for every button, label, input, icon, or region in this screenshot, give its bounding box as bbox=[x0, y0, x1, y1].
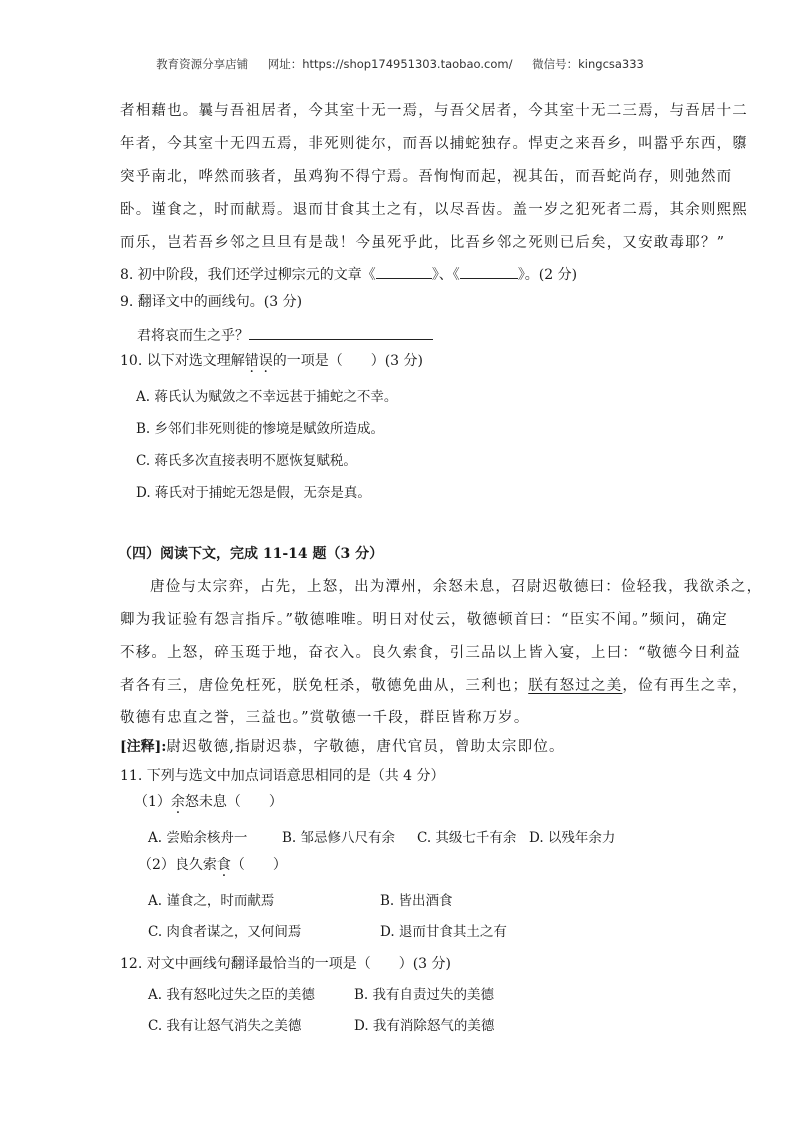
passage-line: 者各有三，唐俭免枉死，朕免枉杀，敬德免曲从，三利也；朕有怒过之美，俭有再生之幸， bbox=[120, 678, 749, 694]
option-d: D. 以残年余力 bbox=[529, 830, 616, 846]
option-a: A. 尝贻余核舟一 bbox=[148, 830, 248, 846]
passage-line: 敬德有忠直之誉，三益也。”赏敬德一千段，群臣皆称万岁。 bbox=[120, 710, 530, 726]
passage-line: 卿为我证验有怨言指斥。”敬德唯唯。明日对仗云，敬德顿首曰：“臣实不闻。”频问，确定 bbox=[120, 612, 728, 628]
question-9-answer: 君将哀而生之乎？ bbox=[137, 325, 433, 346]
passage-line: 者相藉也。曩与吾祖居者，今其室十无一焉，与吾父居者，今其室十无二三焉，与吾居十二 bbox=[120, 103, 748, 119]
passage-line: 年者，今其室十无四五焉，非死则徙尔，而吾以捕蛇独存。悍吏之来吾乡，叫嚣乎东西，隳 bbox=[120, 136, 748, 152]
shop-name: 教育资源分享店铺 bbox=[156, 57, 249, 71]
dotted-char: 食 bbox=[216, 857, 231, 873]
option-a: A. 谨食之，时而献焉 bbox=[148, 893, 275, 909]
question-11-sub2: （2）良久索食（ ） bbox=[138, 857, 287, 873]
option-b: B. 邹忌修八尺有余 bbox=[282, 830, 396, 846]
option-a: A. 我有怒叱过失之臣的美德 bbox=[148, 987, 315, 1003]
question-10-stem: 10. 以下对选文理解错误的一项是（ ）(3 分) bbox=[120, 353, 423, 369]
passage-line: 唐俭与太宗弈，占先，上怒，出为潭州，余怒未息，召尉迟敬德曰：俭轻我，我欲杀之， bbox=[150, 579, 763, 595]
option-b: B. 乡邻们非死则徙的惨境是赋敛所造成。 bbox=[136, 421, 385, 437]
section-4-title: （四）阅读下文，完成 11-14 题（3 分） bbox=[118, 546, 384, 562]
dotted-char: 余 bbox=[170, 794, 185, 810]
passage-line: 不移。上怒，碎玉珽于地，奋衣入。良久索食，引三品以上皆入宴，上曰：“敬德今日利益 bbox=[120, 645, 741, 661]
answer-blank-translation[interactable] bbox=[249, 325, 433, 340]
question-12-stem: 12. 对文中画线句翻译最恰当的一项是（ ）(3 分) bbox=[120, 956, 451, 972]
option-d: D. 我有消除怒气的美德 bbox=[354, 1018, 495, 1034]
question-11-stem: 11. 下列与选文中加点词语意思相同的是（共 4 分） bbox=[120, 768, 445, 784]
page-header bbox=[0, 56, 800, 72]
passage-line: 而乐，岂若吾乡邻之旦旦有是哉！今虽死乎此，比吾乡邻之死则已后矣，又安敢毒耶？” bbox=[120, 235, 726, 251]
annotation: [注释]:尉迟敬德,指尉迟恭，字敬德，唐代官员，曾助太宗即位。 bbox=[120, 739, 565, 755]
option-c: C. 我有让怒气消失之美德 bbox=[148, 1018, 302, 1034]
option-b: B. 皆出酒食 bbox=[380, 893, 453, 909]
option-c: C. 蒋氏多次直接表明不愿恢复赋税。 bbox=[136, 453, 357, 469]
passage-line: 突乎南北，哗然而骇者，虽鸡狗不得宁焉。吾恂恂而起，视其缶，而吾蛇尚存，则弛然而 bbox=[120, 169, 733, 185]
dotted-char: 错 bbox=[244, 353, 259, 369]
question-11-sub1: （1）余怒未息（ ） bbox=[134, 794, 283, 810]
underlined-sentence: 朕有怒过之美 bbox=[528, 678, 623, 694]
option-d: D. 退而甘食其土之有 bbox=[380, 924, 507, 940]
option-a: A. 蒋氏认为赋敛之不幸远甚于捕蛇之不幸。 bbox=[136, 389, 398, 405]
option-c: C. 肉食者谋之，又何间焉 bbox=[148, 924, 302, 940]
option-d: D. 蒋氏对于捕蛇无怨是假，无奈是真。 bbox=[136, 485, 371, 501]
option-c: C. 其级七千有余 bbox=[417, 830, 517, 846]
shop-url: 网址：https://shop174951303.taobao.com/ bbox=[267, 57, 513, 71]
dotted-char: 误 bbox=[258, 353, 273, 369]
wechat-id: 微信号：kingcsa333 bbox=[532, 57, 644, 71]
passage-line: 卧。谨食之，时而献焉。退而甘食其土之有，以尽吾齿。盖一岁之犯死者二焉，其余则熙熙 bbox=[120, 202, 748, 218]
answer-blank-2[interactable] bbox=[460, 264, 518, 279]
question-9-stem: 9. 翻译文中的画线句。(3 分) bbox=[120, 294, 303, 310]
option-b: B. 我有自责过失的美德 bbox=[354, 987, 495, 1003]
question-8: 8. 初中阶段，我们还学过柳宗元的文章《 》、《 》。(2 分) bbox=[120, 264, 577, 285]
answer-blank-1[interactable] bbox=[376, 264, 432, 279]
